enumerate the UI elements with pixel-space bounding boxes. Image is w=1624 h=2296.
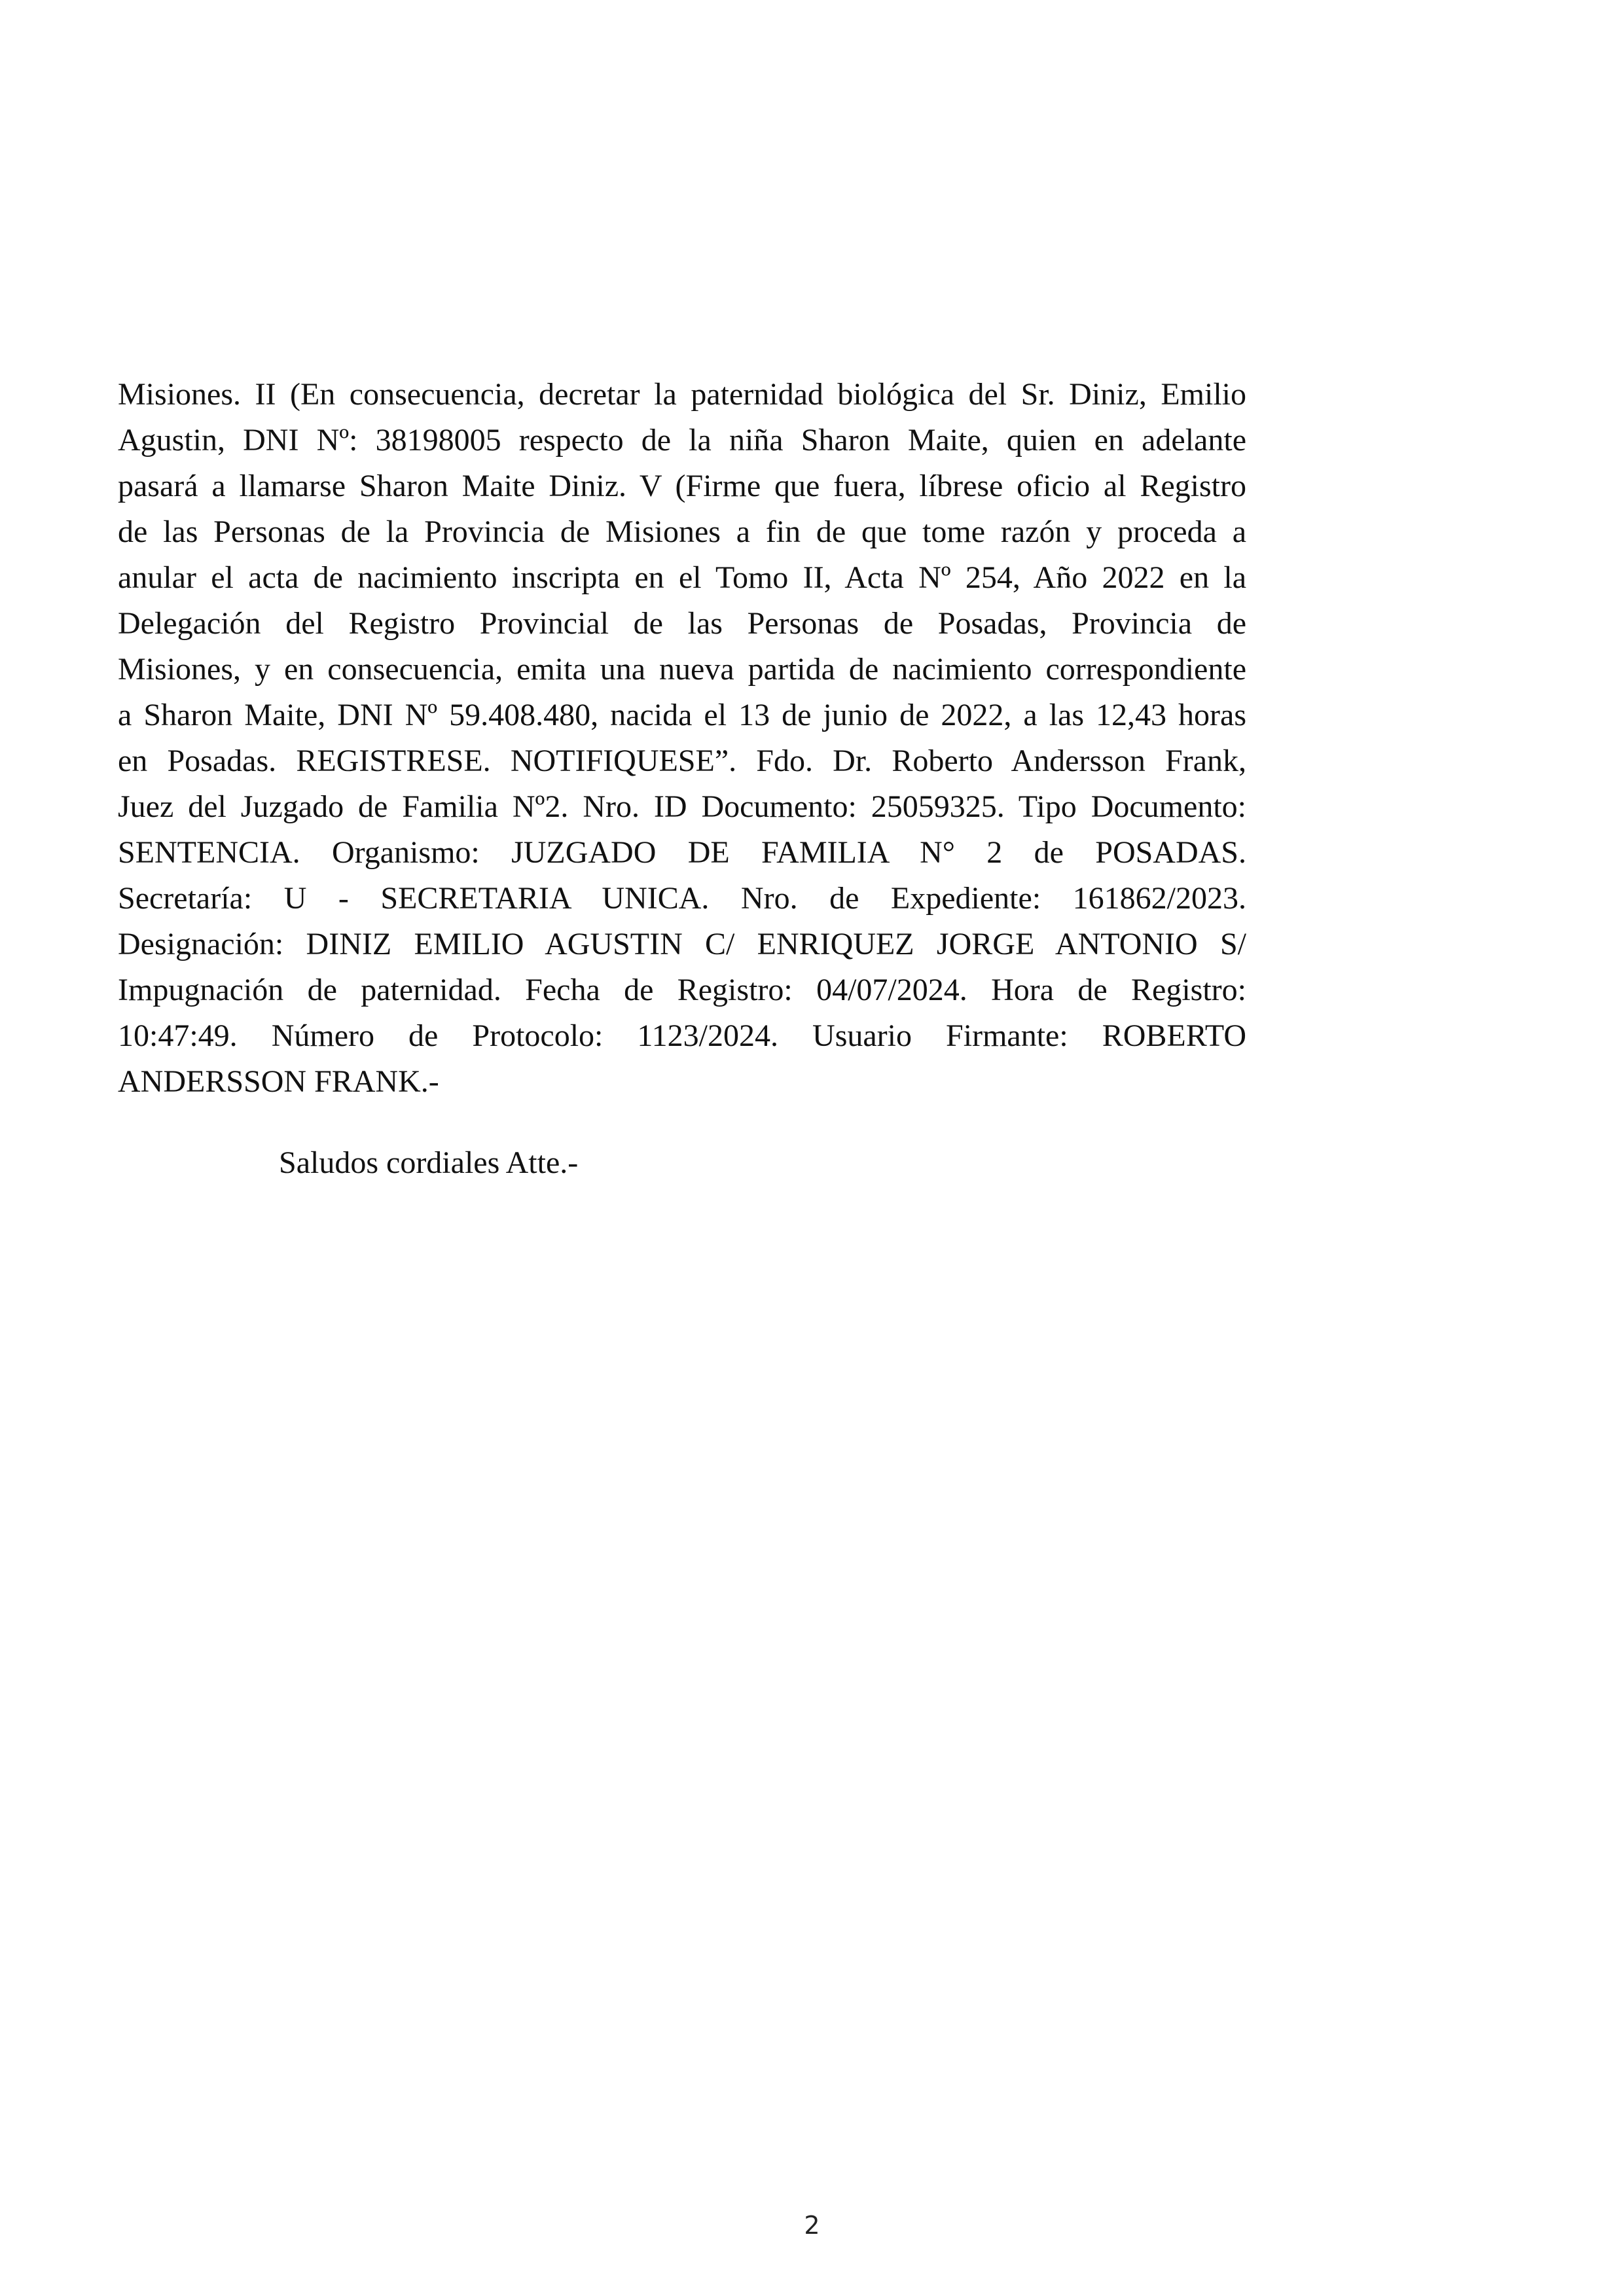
body-line: Designación: DINIZ EMILIO AGUSTIN C/ ENRIQUEZ JORGE ANTONIO S/ bbox=[118, 927, 1246, 961]
page-number: 2 bbox=[804, 2211, 820, 2240]
closing-salutation: Saludos cordiales Atte.- bbox=[279, 1145, 579, 1180]
body-line: SENTENCIA. Organismo: JUZGADO DE FAMILIA N° 2 de POSADAS. bbox=[118, 835, 1246, 870]
body-line: Delegación del Registro Provincial de las Personas de Posadas, Provincia de bbox=[118, 606, 1246, 641]
body-line: Impugnación de paternidad. Fecha de Registro: 04/07/2024. Hora de Registro: bbox=[118, 973, 1246, 1007]
body-line: anular el acta de nacimiento inscripta en el Tomo II, Acta Nº 254, Año 2022 en la bbox=[118, 560, 1246, 595]
body-line: en Posadas. REGISTRESE. NOTIFIQUESE”. Fdo. Dr. Roberto Andersson Frank, bbox=[118, 744, 1246, 778]
body-line: 10:47:49. Número de Protocolo: 1123/2024. Usuario Firmante: ROBERTO bbox=[118, 1018, 1246, 1053]
document-body bbox=[118, 372, 1246, 1105]
body-line: Juez del Juzgado de Familia Nº2. Nro. ID Documento: 25059325. Tipo Documento: bbox=[118, 789, 1246, 824]
body-line: a Sharon Maite, DNI Nº 59.408.480, nacida el 13 de junio de 2022, a las 12,43 horas bbox=[118, 698, 1246, 732]
body-line: Agustin, DNI Nº: 38198005 respecto de la niña Sharon Maite, quien en adelante bbox=[118, 423, 1246, 457]
body-line: de las Personas de la Provincia de Misiones a fin de que tome razón y proceda a bbox=[118, 514, 1246, 549]
body-line: ANDERSSON FRANK.- bbox=[118, 1064, 439, 1099]
body-line: Misiones. II (En consecuencia, decretar la paternidad biológica del Sr. Diniz, Emilio bbox=[118, 377, 1246, 412]
body-line: Misiones, y en consecuencia, emita una nueva partida de nacimiento correspondiente bbox=[118, 652, 1246, 687]
body-line: pasará a llamarse Sharon Maite Diniz. V (Firme que fuera, líbrese oficio al Registro bbox=[118, 469, 1246, 503]
body-line: Secretaría: U - SECRETARIA UNICA. Nro. de Expediente: 161862/2023. bbox=[118, 881, 1246, 916]
